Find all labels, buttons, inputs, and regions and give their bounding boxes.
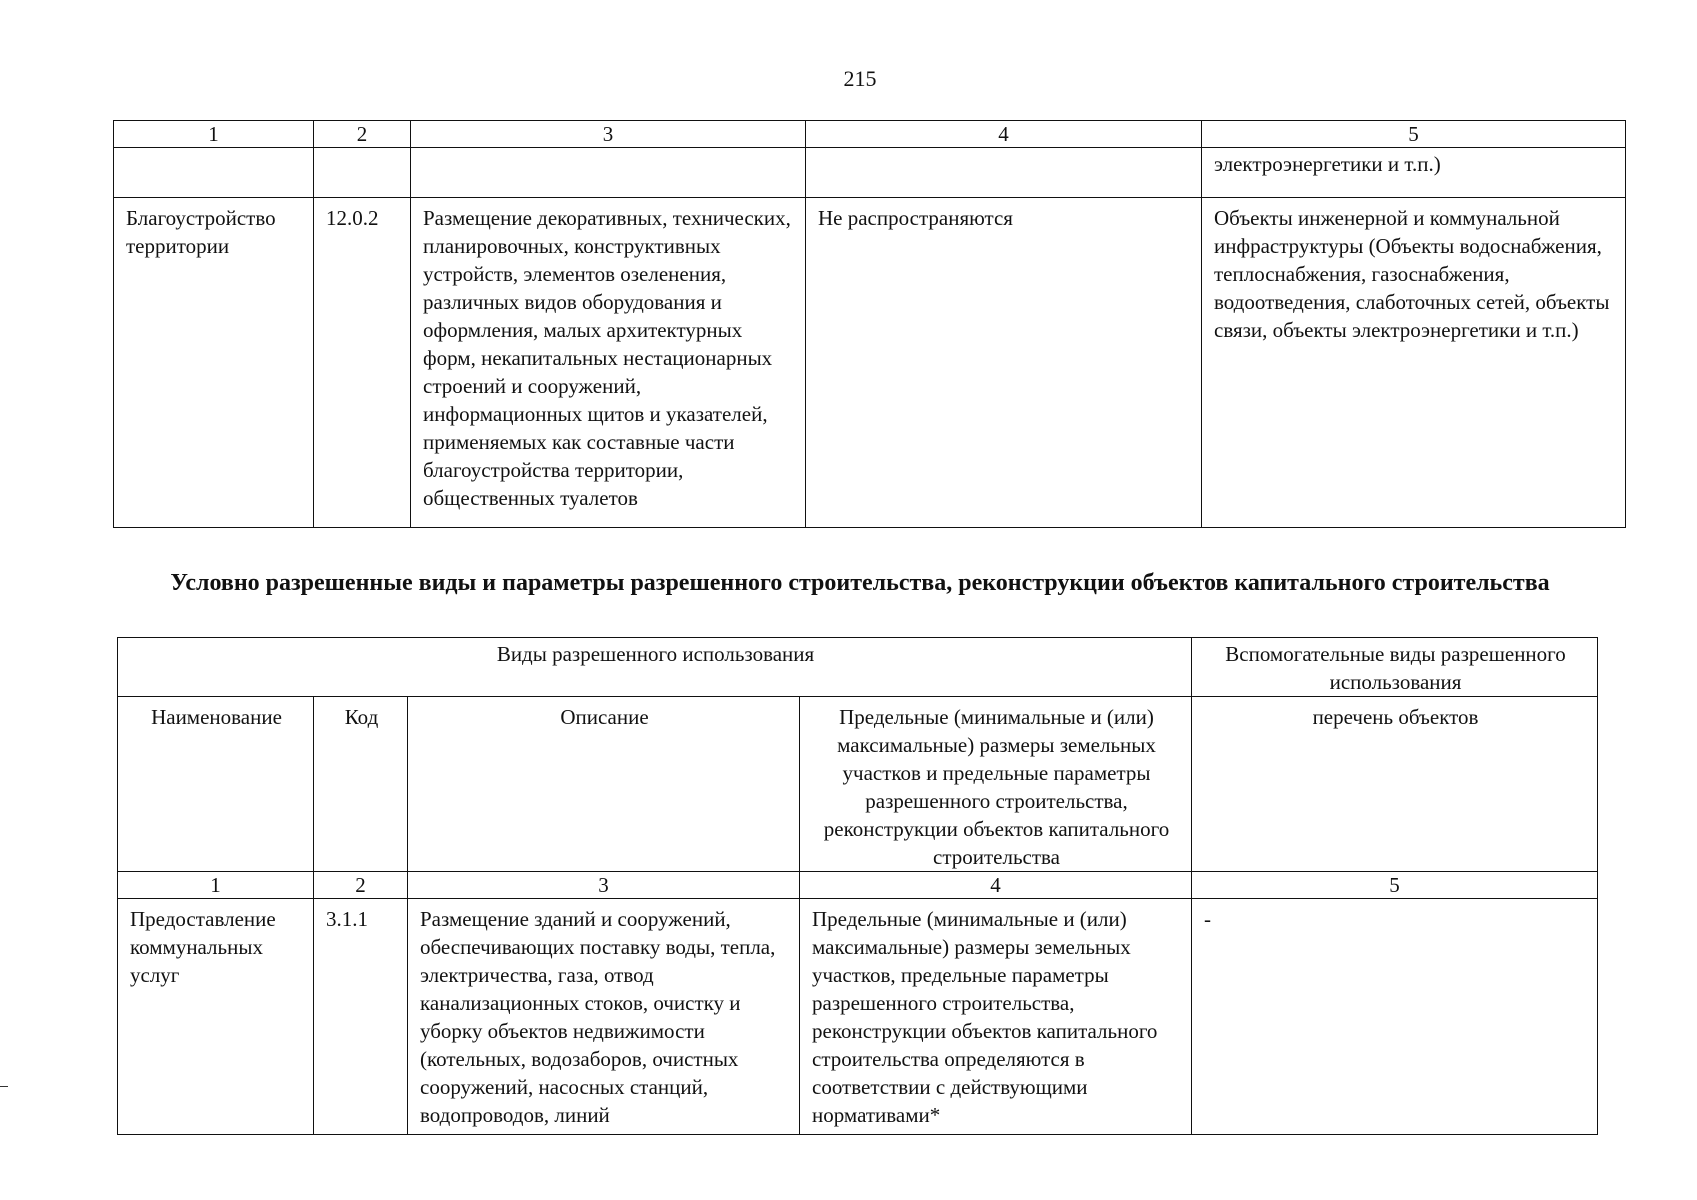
column-number: 1: [118, 872, 314, 899]
table-cell: [314, 148, 411, 198]
table-cell: [411, 148, 806, 198]
table-cell-auxiliary: электроэнергетики и т.п.): [1202, 148, 1626, 198]
column-number-row: [118, 872, 1598, 899]
column-number: 3: [408, 872, 800, 899]
cell-description: Размещение декоративных, технических, планировочных, конструктивных устройств, элементов озеленения, различных видов оборудования и оформления, малых архитектурных форм, некапитальных нестационарных строений и сооружений, информационных щитов и указателей, применяемых как составные части благоустройства территории, общественных туалетов: [411, 198, 806, 528]
column-number: 3: [411, 121, 806, 148]
cell-description: Размещение зданий и сооружений, обеспечивающих поставку воды, тепла, электричества, газа, отвод канализационных стоков, очистку и уборку объектов недвижимости (котельных, водозаборов, очистных сооружений, насосных станций, водопроводов, линий: [408, 899, 800, 1135]
group-header-auxiliary: Вспомогательные виды разрешенного использования: [1192, 638, 1598, 697]
table-row: [118, 899, 1598, 1135]
group-header-row: [118, 638, 1598, 697]
margin-dash: [0, 1086, 8, 1087]
group-header-main: Виды разрешенного использования: [118, 638, 1192, 697]
header-code: Код: [314, 697, 408, 872]
cell-code: 12.0.2: [314, 198, 411, 528]
cell-parameters: Предельные (минимальные и (или) максимальные) размеры земельных участков, предельные параметры разрешенного строительства, реконструкции объектов капитального строительства определяются в соответствии с действующими нормативами*: [800, 899, 1192, 1135]
table-cell: [806, 148, 1202, 198]
header-auxiliary: перечень объектов: [1192, 697, 1598, 872]
cell-name: Предоставление коммунальных услуг: [118, 899, 314, 1135]
column-number: 4: [800, 872, 1192, 899]
header-description: Описание: [408, 697, 800, 872]
table-top: [113, 120, 1626, 528]
column-number: 5: [1202, 121, 1626, 148]
cell-code: 3.1.1: [314, 899, 408, 1135]
table-bottom: [117, 637, 1598, 1135]
section-heading: Условно разрешенные виды и параметры разрешенного строительства, реконструкции объектов капитального строительства: [170, 570, 1550, 596]
cell-name: Благоустройство территории: [114, 198, 314, 528]
continued-row: [114, 148, 1626, 198]
cell-parameters: Не распространяются: [806, 198, 1202, 528]
cell-auxiliary: -: [1192, 899, 1598, 1135]
column-number: 5: [1192, 872, 1598, 899]
cell-auxiliary: Объекты инженерной и коммунальной инфраструктуры (Объекты водоснабжения, теплоснабжения, газоснабжения, водоотведения, слаботочных сетей, объекты связи, объекты электроэнергетики и т.п.): [1202, 198, 1626, 528]
column-number-row: [114, 121, 1626, 148]
column-number: 4: [806, 121, 1202, 148]
column-number: 2: [314, 121, 411, 148]
header-name: Наименование: [118, 697, 314, 872]
page-number: 215: [843, 66, 877, 91]
column-number: 1: [114, 121, 314, 148]
column-number: 2: [314, 872, 408, 899]
table-cell: [114, 148, 314, 198]
column-header-row: [118, 697, 1598, 872]
table-row: [114, 198, 1626, 528]
header-parameters: Предельные (минимальные и (или) максимальные) размеры земельных участков и предельные параметры разрешенного строительства, реконструкции объектов капитального строительства: [800, 697, 1192, 872]
